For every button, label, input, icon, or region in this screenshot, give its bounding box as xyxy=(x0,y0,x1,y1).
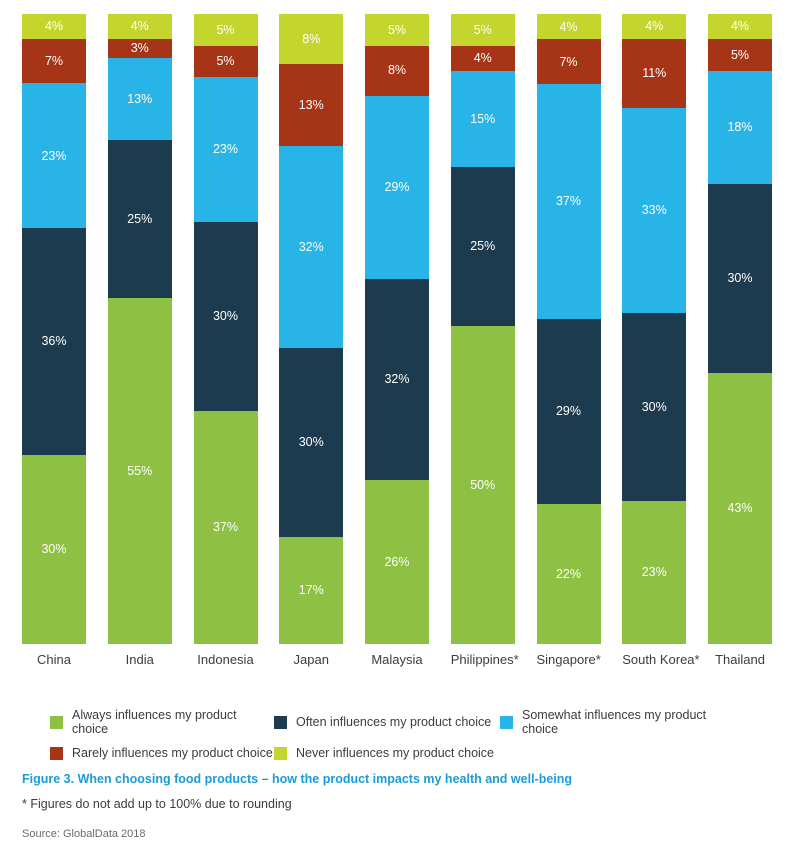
bar-segment xyxy=(194,411,258,644)
bar-segment-value: 29% xyxy=(384,180,410,195)
bar-segment-value: 36% xyxy=(41,334,67,349)
bar-segment xyxy=(365,14,429,46)
figure-source: Source: GlobalData 2018 xyxy=(22,828,146,840)
bar-segment-value: 43% xyxy=(727,501,753,516)
bar-segment xyxy=(622,108,686,314)
bar-segment-value: 4% xyxy=(559,19,578,34)
bar-segment-value: 30% xyxy=(298,435,324,450)
bar-segment-value: 8% xyxy=(387,63,407,78)
bar-segment xyxy=(279,537,343,644)
figure-title: Figure 3. When choosing food products – how the product impacts my health and well-being xyxy=(22,772,573,786)
bar-segment-value: 13% xyxy=(127,91,153,106)
bar-segment xyxy=(108,58,172,140)
bar-segment xyxy=(279,146,343,348)
bar-segment xyxy=(108,298,172,645)
bar-segment xyxy=(451,71,515,166)
bar-column xyxy=(108,14,172,644)
legend-label: Somewhat influences my product choice xyxy=(522,708,707,736)
legend-swatch-icon xyxy=(50,716,63,729)
bar-segment-value: 32% xyxy=(298,239,324,254)
legend-label: Rarely influences my product choice xyxy=(72,746,273,760)
bar-segment-value: 7% xyxy=(44,54,64,69)
legend-swatch-icon xyxy=(274,747,287,760)
bar-segment-value: 5% xyxy=(216,22,235,37)
bar-segment xyxy=(708,184,772,373)
bar-segment-value: 23% xyxy=(641,565,667,580)
bar-segment-value: 11% xyxy=(642,66,667,81)
bar-column xyxy=(22,14,86,644)
stacked-bar-plot-area xyxy=(0,14,794,644)
legend-label: Always influences my product choice xyxy=(72,708,237,736)
bar-segment-value: 8% xyxy=(302,31,321,46)
bar-column xyxy=(194,14,258,644)
bar-segment xyxy=(108,14,172,39)
bar-segment xyxy=(451,14,515,46)
bar-segment xyxy=(622,313,686,500)
bar-segment xyxy=(194,77,258,222)
bar-segment-value: 30% xyxy=(727,271,753,286)
bar-segment-value: 13% xyxy=(298,98,324,113)
bar-segment-value: 30% xyxy=(41,542,67,557)
bar-segment-value: 55% xyxy=(127,463,153,478)
bar-segment xyxy=(622,14,686,39)
bar-segment xyxy=(22,39,86,83)
bar-segment-value: 18% xyxy=(727,120,753,135)
bar-segment xyxy=(537,39,601,84)
bar-segment-value: 25% xyxy=(470,239,496,254)
bar-segment xyxy=(365,46,429,96)
bar-segment xyxy=(279,64,343,146)
bar-segment xyxy=(537,14,601,39)
figure-note: * Figures do not add up to 100% due to rounding xyxy=(22,797,292,811)
bar-segment-value: 30% xyxy=(212,309,239,324)
bar-segment xyxy=(108,140,172,298)
legend-item[interactable] xyxy=(274,708,500,736)
caption-block xyxy=(22,772,772,840)
bar-segment-value: 50% xyxy=(470,477,496,492)
bar-segment-value: 5% xyxy=(730,47,750,62)
legend-label: Often influences my product choice xyxy=(296,715,492,729)
legend-swatch-icon xyxy=(50,747,63,760)
bar-segment-value: 7% xyxy=(559,54,578,69)
bar-column xyxy=(451,14,515,644)
bar-segment xyxy=(194,222,258,411)
bar-segment xyxy=(537,319,601,504)
bar-segment-value: 5% xyxy=(387,22,407,37)
x-axis-label: India xyxy=(125,652,154,667)
bar-segment xyxy=(451,326,515,644)
bar-segment-value: 30% xyxy=(641,399,667,414)
bar-segment xyxy=(451,46,515,71)
bar-segment-value: 5% xyxy=(473,22,492,37)
bar-segment-value: 3% xyxy=(130,41,149,56)
x-axis-label: Thailand xyxy=(715,652,765,667)
x-axis-label: China xyxy=(37,652,71,667)
bar-segment-value: 23% xyxy=(212,142,239,157)
bar-segment-value: 4% xyxy=(473,51,492,66)
bar-segment xyxy=(365,279,429,481)
bar-segment xyxy=(537,84,601,319)
bar-segment xyxy=(22,83,86,228)
legend-item[interactable] xyxy=(500,708,730,736)
bar-segment-value: 32% xyxy=(384,372,410,387)
bar-segment xyxy=(22,14,86,39)
bar-segment xyxy=(622,501,686,644)
bar-segment xyxy=(537,504,601,644)
bar-segment xyxy=(365,480,429,644)
x-axis-labels xyxy=(0,652,794,667)
bar-segment xyxy=(365,96,429,279)
bar-segment-value: 4% xyxy=(645,19,664,34)
bar-segment-value: 26% xyxy=(384,554,410,569)
bar-segment-value: 4% xyxy=(130,19,149,34)
bar-segment-value: 15% xyxy=(470,111,496,126)
x-axis-label: South Korea* xyxy=(622,652,700,667)
bar-segment-value: 17% xyxy=(298,583,324,598)
bar-segment-value: 22% xyxy=(555,566,582,581)
bar-segment xyxy=(22,228,86,455)
legend-label: Never influences my product choice xyxy=(296,746,495,760)
bar-segment xyxy=(708,373,772,644)
bar-segment-value: 37% xyxy=(555,194,582,209)
bar-column xyxy=(365,14,429,644)
bar-segment xyxy=(194,14,258,46)
bar-segment xyxy=(279,348,343,537)
x-axis-label: Indonesia xyxy=(197,652,254,667)
bar-segment xyxy=(194,46,258,78)
x-axis-label: Singapore* xyxy=(536,652,601,667)
bar-segment xyxy=(708,71,772,184)
bar-column xyxy=(622,14,686,644)
chart-legend xyxy=(50,708,750,770)
legend-item[interactable] xyxy=(50,708,274,736)
x-axis-label: Philippines* xyxy=(450,652,519,667)
legend-item[interactable] xyxy=(50,746,274,760)
bar-segment-value: 25% xyxy=(127,211,153,226)
bar-segment-value: 29% xyxy=(555,404,582,419)
bar-segment xyxy=(279,14,343,64)
bar-column xyxy=(708,14,772,644)
bar-segment xyxy=(108,39,172,58)
legend-row-2 xyxy=(50,746,750,760)
legend-item[interactable] xyxy=(274,746,500,760)
x-axis-label: Japan xyxy=(293,652,329,667)
bar-segment xyxy=(451,167,515,326)
bar-segment xyxy=(22,455,86,644)
bar-segment xyxy=(708,14,772,39)
bar-segment-value: 4% xyxy=(44,19,64,34)
bar-segment-value: 23% xyxy=(41,148,67,163)
bar-column xyxy=(537,14,601,644)
legend-swatch-icon xyxy=(500,716,513,729)
bar-segment-value: 37% xyxy=(212,520,239,535)
bar-segment-value: 4% xyxy=(730,19,750,34)
bar-segment xyxy=(708,39,772,71)
legend-swatch-icon xyxy=(274,716,287,729)
x-axis-label: Malaysia xyxy=(371,652,423,667)
bar-segment-value: 33% xyxy=(641,203,667,218)
legend-row-1 xyxy=(50,708,750,736)
bar-segment xyxy=(622,39,686,108)
bar-segment-value: 5% xyxy=(216,54,235,69)
bar-column xyxy=(279,14,343,644)
